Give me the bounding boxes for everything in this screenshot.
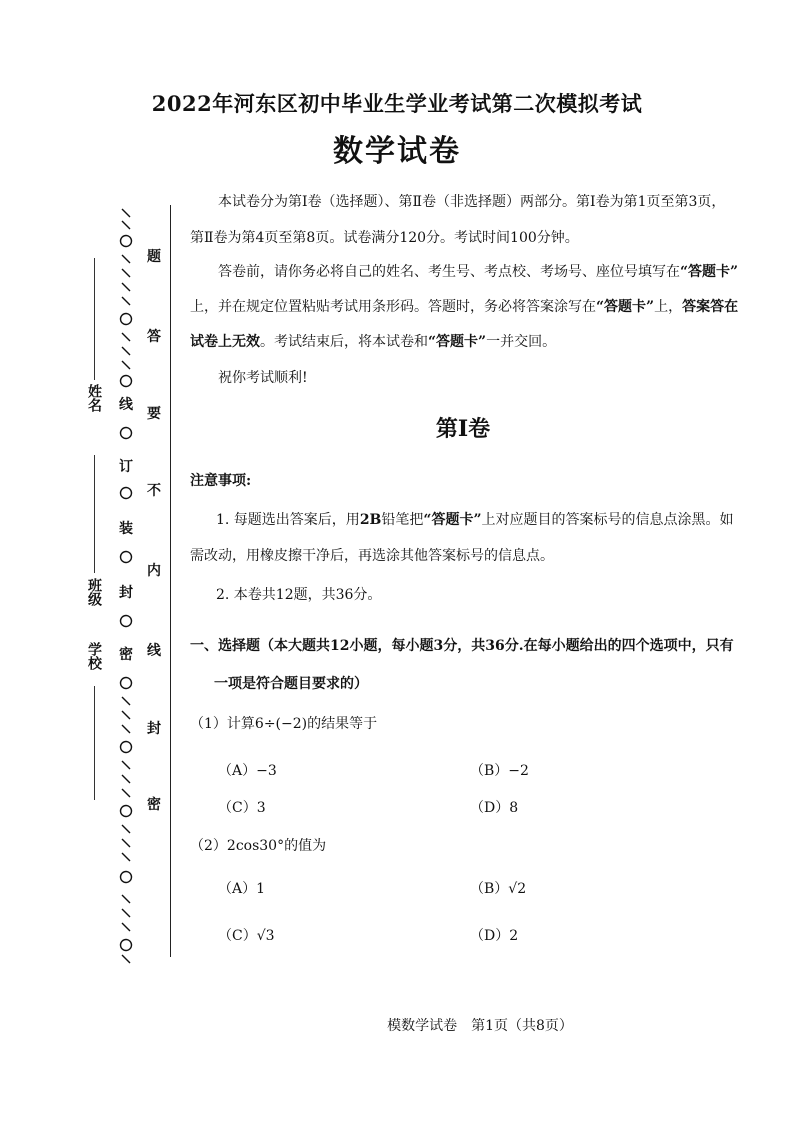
school-field-label: 学校: [86, 642, 102, 670]
instruction-char-6: 线: [147, 643, 161, 659]
school-field-line[interactable]: [94, 686, 95, 800]
intro-line-5: 试卷上无效。考试结束后，将本试卷和“答题卡”一并交回。: [190, 334, 557, 350]
question-2-stem: （2）2cos30°的值为: [190, 838, 327, 854]
intro-line-2: 第Ⅱ卷为第4页至第8页。试卷满分120分。考试时间100分钟。: [190, 230, 579, 246]
exam-title: 2022年河东区初中毕业生学业考试第二次模拟考试: [151, 91, 643, 116]
seal-char-zhuang: 装: [119, 521, 133, 537]
instruction-char-3: 要: [147, 406, 161, 422]
question-2-option-d: （D）2: [470, 928, 519, 944]
seal-char-ding: 订: [119, 459, 133, 475]
exam-subtitle: 数学试卷: [333, 134, 461, 169]
binding-line: [170, 205, 171, 957]
question-1-option-a: （A）−3: [218, 763, 277, 779]
seal-char-feng: 封: [119, 585, 133, 601]
intro-line-4: 上，并在规定位置粘贴考试用条形码。答题时，务必将答案涂写在“答题卡”上，答案答在: [190, 299, 739, 315]
question-2-option-c: （C）√3: [218, 928, 275, 944]
question-1-option-c: （C）3: [218, 800, 266, 816]
instruction-char-2: 答: [147, 329, 161, 345]
seal-char-line: 线: [119, 397, 133, 413]
instruction-char-5: 内: [147, 563, 161, 579]
section-heading-cont: 一项是符合题目要求的）: [214, 676, 368, 692]
notice-item-2: 2. 本卷共12题，共36分。: [216, 587, 382, 603]
question-1-stem: （1）计算6÷(−2)的结果等于: [190, 716, 378, 732]
name-field-label: 姓名: [86, 384, 102, 412]
question-2-option-a: （A）1: [218, 881, 266, 897]
notice-item-1-cont: 需改动，用橡皮擦干净后，再选涂其他答案标号的信息点。: [190, 548, 554, 564]
notice-heading: 注意事项:: [190, 473, 252, 489]
class-field-line[interactable]: [94, 455, 95, 573]
question-1-option-d: （D）8: [470, 800, 519, 816]
instruction-char-4: 不: [147, 483, 161, 499]
page-footer: 模数学试卷 第1页（共8页）: [387, 1018, 573, 1034]
notice-item-1: 1. 每题选出答案后，用2B铅笔把“答题卡”上对应题目的答案标号的信息点涂黑。如: [216, 512, 734, 528]
intro-line-6: 祝你考试顺利!: [218, 370, 308, 386]
intro-line-3: 答卷前，请你务必将自己的姓名、考生号、考点校、考场号、座位号填写在“答题卡”: [218, 264, 739, 280]
intro-line-1: 本试卷分为第Ⅰ卷（选择题）、第Ⅱ卷（非选择题）两部分。第Ⅰ卷为第1页至第3页，: [218, 194, 726, 210]
question-1-option-b: （B）−2: [470, 763, 529, 779]
question-2-option-b: （B）√2: [470, 881, 527, 897]
section-heading: 一、选择题（本大题共12小题，每小题3分，共36分.在每小题给出的四个选项中，只有: [190, 638, 734, 654]
instruction-char-8: 密: [147, 797, 161, 813]
volume-title: 第Ⅰ卷: [435, 416, 491, 442]
name-field-line[interactable]: [94, 258, 95, 380]
instruction-char-7: 封: [147, 721, 161, 737]
seal-char-mi: 密: [119, 647, 133, 663]
instruction-char-1: 题: [147, 249, 161, 265]
class-field-label: 班级: [86, 578, 102, 606]
